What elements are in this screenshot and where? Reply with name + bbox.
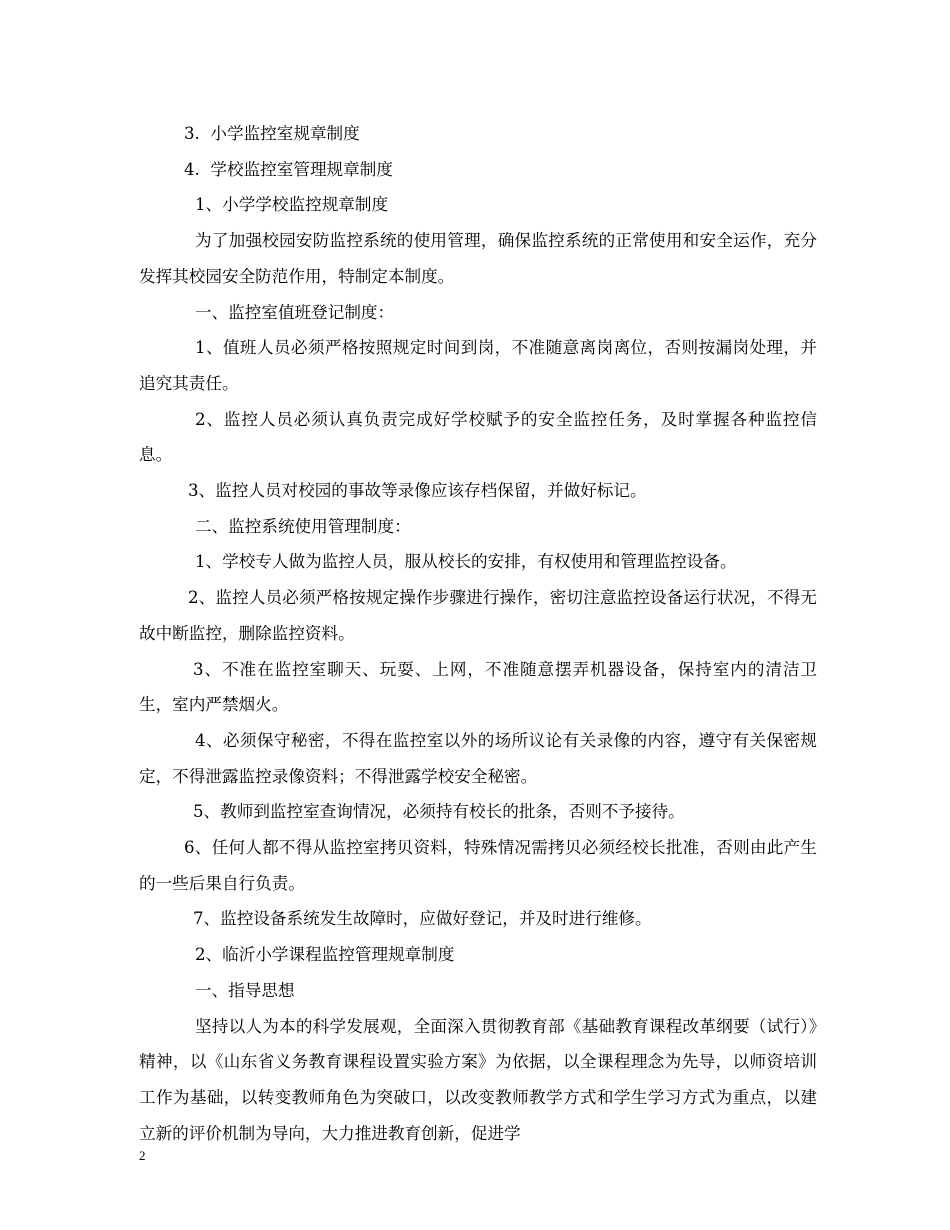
duty-rule-3: 3、监控人员对校园的事故等录像应该存档保留，并做好标记。 [188, 481, 647, 501]
usage-rule-1: 1、学校专人做为监控人员，服从校长的安排，有权使用和管理监控设备。 [195, 552, 737, 572]
page-number: 2 [139, 1148, 146, 1163]
usage-rule-4: 4、必须保守秘密，不得在监控室以外的场所议论有关录像的内容，遵守有关保密规定，不得泄露监控录像资料；不得泄露学校安全秘密。 [139, 730, 817, 786]
intro-paragraph: 为了加强校园安防监控系统的使用管理，确保监控系统的正常使用和安全运作，充分发挥其校园安全防范作用，特制定本制度。 [139, 231, 817, 286]
usage-rule-2: 2、监控人员必须严格按规定操作步骤进行操作，密切注意监控设备运行状况，不得无故中断监控，删除监控资料。 [139, 588, 817, 643]
section-heading-1: 1、小学学校监控规章制度 [195, 195, 389, 215]
toc-item-4: 4. 学校监控室管理规章制度 [184, 159, 393, 179]
duty-rule-1: 1、值班人员必须严格按照规定时间到岗，不准随意离岗离位，否则按漏岗处理，并追究其责任。 [139, 338, 817, 393]
usage-rule-5: 5、教师到监控室查询情况，必须持有校长的批条，否则不予接待。 [193, 802, 685, 822]
duty-rule-2: 2、监控人员必须认真负责完成好学校赋予的安全监控任务，及时掌握各种监控信息。 [139, 409, 817, 465]
usage-rule-3: 3、不准在监控室聊天、玩耍、上网，不准随意摆弄机器设备，保持室内的清洁卫生，室内严禁烟火。 [139, 659, 817, 715]
document-body [139, 116, 817, 1151]
usage-rule-6: 6、任何人都不得从监控室拷贝资料，特殊情况需拷贝必须经校长批准，否则由此产生的一些后果自行负责。 [139, 838, 817, 893]
usage-rule-7: 7、监控设备系统发生故障时，应做好登记，并及时进行维修。 [193, 909, 652, 929]
guiding-thought-paragraph: 坚持以人为本的科学发展观，全面深入贯彻教育部《基础教育课程改革纲要（试行）》精神，以《山东省义务教育课程设置实验方案》为依据，以全课程理念为先导，以师资培训工作为基础，以转变教师角色为突破口，以改变教师教学方式和学生学习方式为重点，以建立新的评价机制为导向，大力推进教育创新，促进学 [139, 1016, 817, 1143]
subheading-guiding-thought: 一、指导思想 [195, 980, 295, 1000]
subheading-system-usage: 二、监控系统使用管理制度： [195, 516, 411, 536]
subheading-duty-registration: 一、监控室值班登记制度： [195, 302, 395, 322]
section-heading-2: 2、临沂小学课程监控管理规章制度 [195, 945, 455, 965]
toc-item-3: 3. 小学监控室规章制度 [184, 124, 360, 143]
